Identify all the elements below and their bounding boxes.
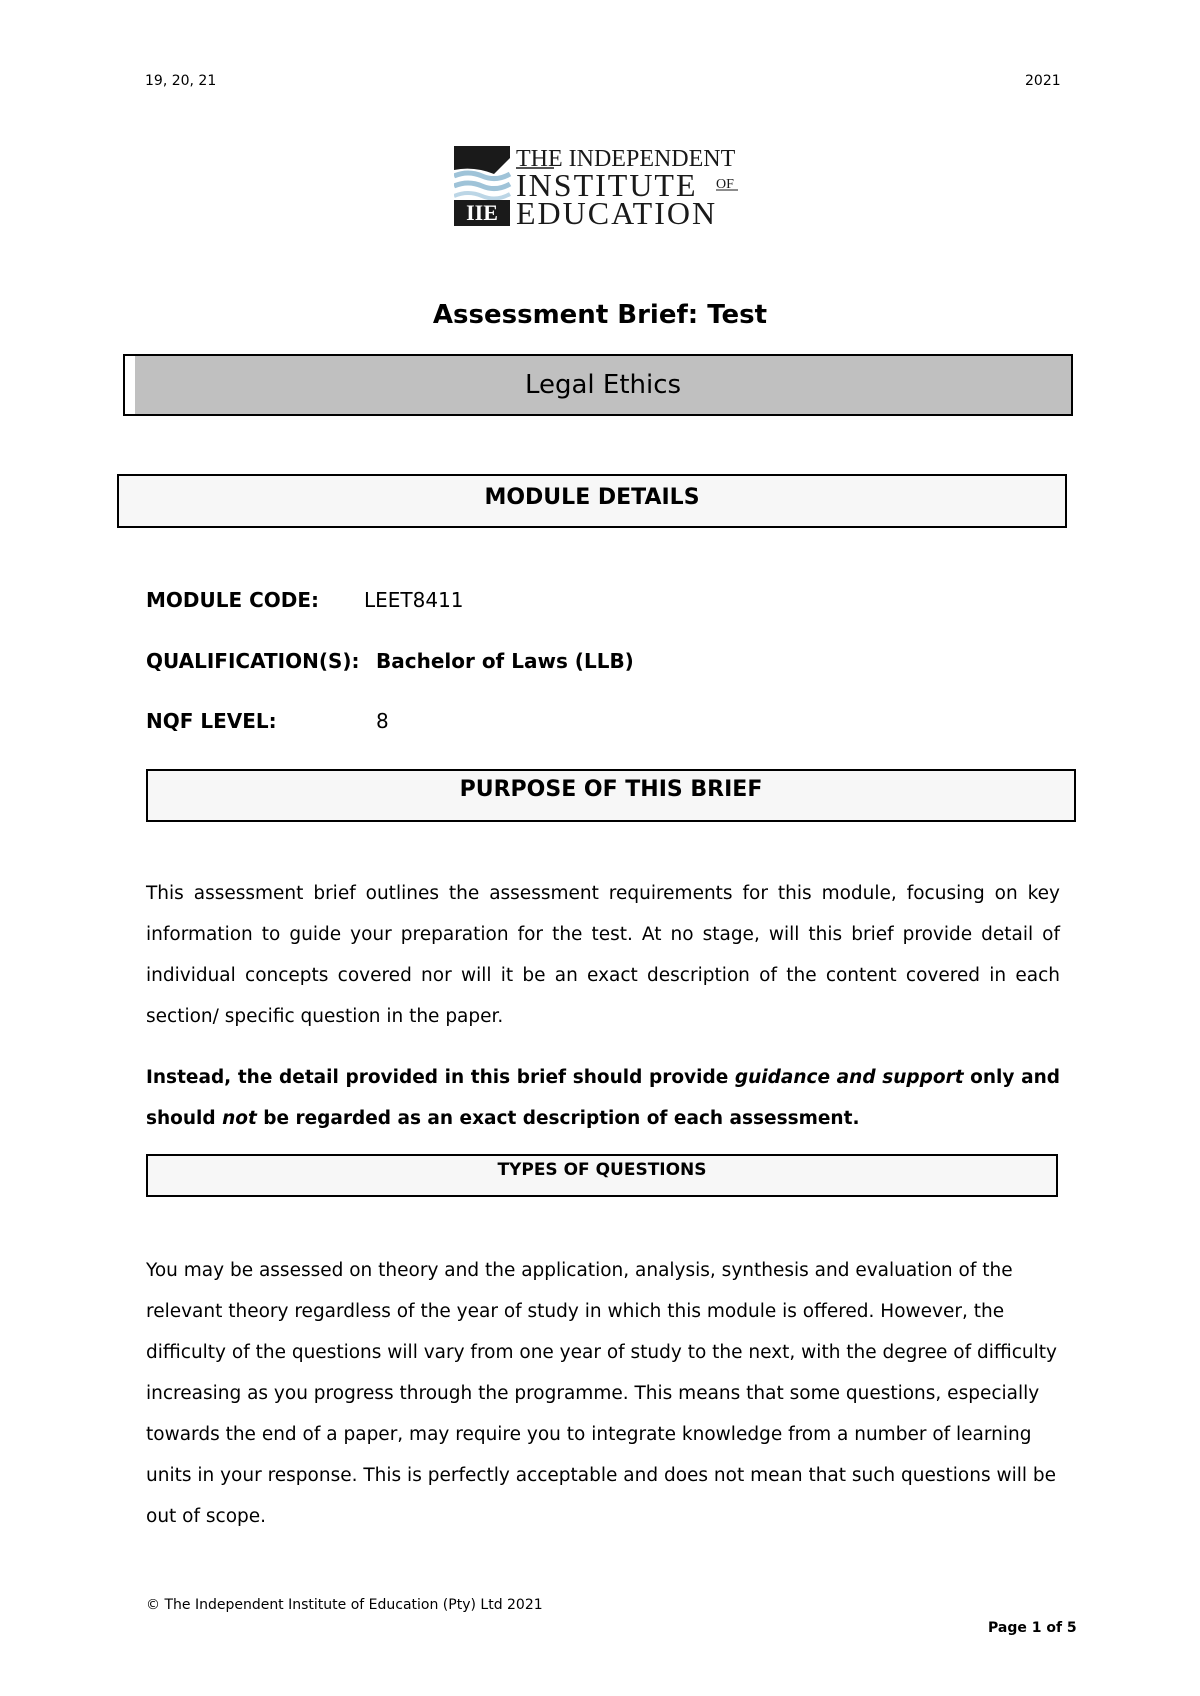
module-code-value: LEET8411 [364, 588, 464, 612]
guidance-emphasis: not [222, 1108, 257, 1129]
guidance-paragraph [146, 1057, 1060, 1139]
section-heading-types-of-questions [146, 1154, 1058, 1197]
section-heading-text: TYPES OF QUESTIONS [497, 1160, 707, 1180]
svg-text:THE INDEPENDENT: THE INDEPENDENT [516, 146, 736, 172]
header-right-year: 2021 [1025, 73, 1061, 89]
guidance-text: be regarded as an exact description of each assessment. [256, 1108, 860, 1129]
purpose-paragraph: This assessment brief outlines the assessment requirements for this module, focusing on key information to guide your preparation for the test. At no stage, will this brief provide detail of individual concepts covered nor will it be an exact description of the content covered in each section/ specific question in the paper. [146, 883, 1060, 1027]
guidance-text: only and should [146, 1067, 1060, 1129]
qualification-value: Bachelor of Laws (LLB) [376, 649, 634, 673]
document-title: Assessment Brief: Test [432, 300, 768, 330]
header-left-text: 19, 20, 21 [145, 73, 217, 89]
module-name-banner [123, 354, 1073, 416]
section-heading-text: MODULE DETAILS [484, 485, 700, 510]
guidance-text: Instead, the detail provided in this brief should provide [146, 1067, 735, 1088]
footer-copyright: © The Independent Institute of Education (Pty) Ltd 2021 [146, 1597, 543, 1613]
nqf-level-value: 8 [376, 709, 389, 733]
section-heading-purpose [146, 769, 1076, 822]
svg-text:EDUCATION: EDUCATION [516, 195, 718, 228]
svg-text:OF: OF [716, 177, 734, 192]
types-paragraph: You may be assessed on theory and the application, analysis, synthesis and evaluation of the relevant theory regardless of the year of study in which this module is offered. However, the difficulty of the questions will vary from one year of study to the next, with the degree of difficulty increasing as you progress through the programme. This means that some questions, especially towards the end of a paper, may require you to integrate knowledge from a number of learning units in your response. This is perfectly acceptable and does not mean that such questions will be out of scope. [146, 1260, 1057, 1527]
footer-page-number: Page 1 of 5 [988, 1620, 1077, 1636]
section-heading-text: PURPOSE OF THIS BRIEF [459, 777, 763, 802]
svg-text:INSTITUTE: INSTITUTE [516, 167, 698, 203]
institution-logo [454, 144, 754, 228]
logo-emblem-icon [454, 144, 754, 228]
section-heading-module-details [117, 474, 1067, 528]
module-name: Legal Ethics [135, 356, 1071, 414]
svg-text:IIE: IIE [466, 200, 498, 225]
module-code-label: MODULE CODE: [146, 588, 320, 612]
qualification-label: QUALIFICATION(S): [146, 649, 360, 673]
guidance-emphasis: guidance and support [734, 1067, 964, 1088]
nqf-level-label: NQF LEVEL: [146, 709, 277, 733]
